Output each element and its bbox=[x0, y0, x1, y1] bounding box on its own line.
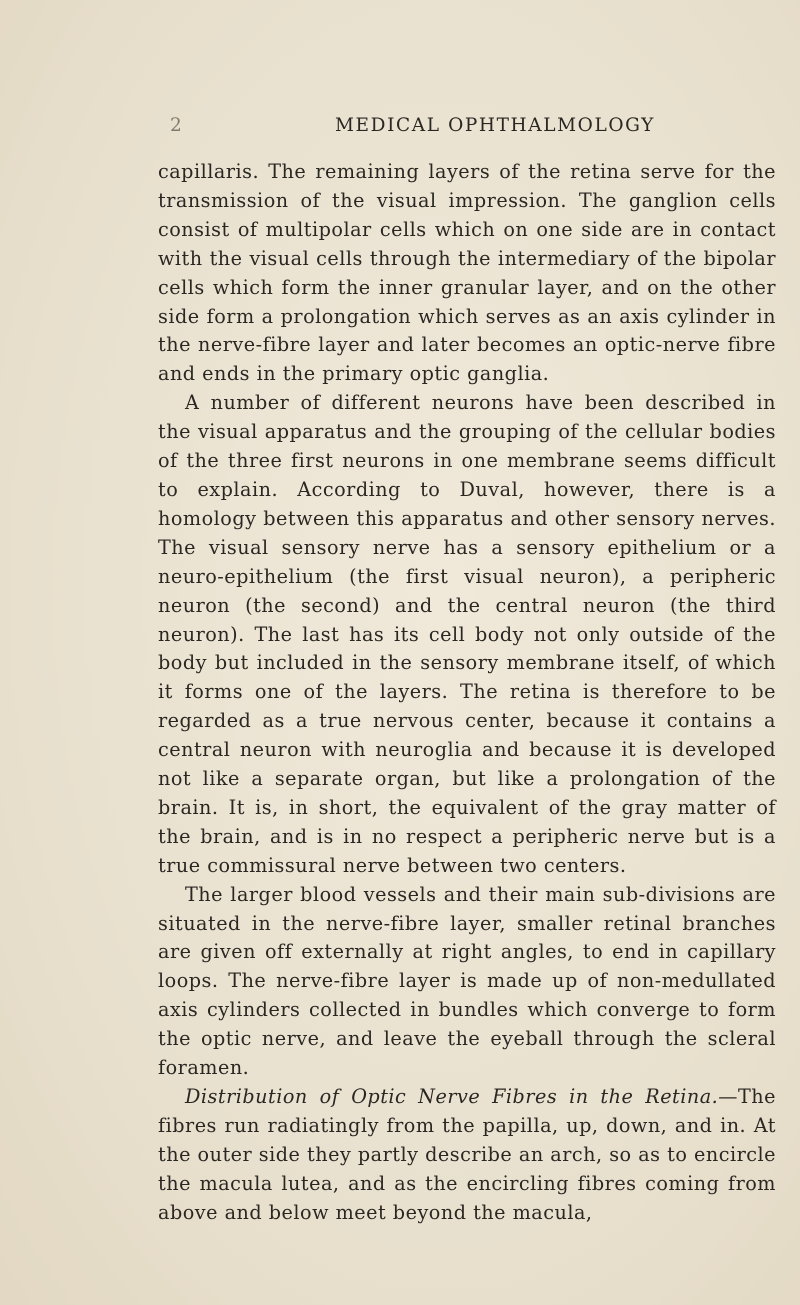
paragraph-3: The larger blood vessels and their main sub-divisions are situated in the nerve-fibre layer, smaller retinal branches are given off externally at right angles, to end in capillary loops. The nerve-fibre layer is made up of non-medullated axis cylinders collected in bundles which converge to form the optic nerve, and leave the eyeball through the scleral foramen. bbox=[158, 882, 776, 1080]
paragraph-4 bbox=[158, 1083, 776, 1228]
paragraph-4-text: —The fibres run radiatingly from the papilla, up, down, and in. At the outer side they partly describe an arch, so as to encircle the macula lutea, and as the encircling fibres coming from above and below meet beyond the macula, bbox=[158, 1085, 776, 1224]
page-header bbox=[170, 115, 770, 145]
paragraph-2: A number of different neurons have been described in the visual apparatus and the grouping of the cellular bodies of the three first neurons in one membrane seems difficult to explain. According to Duval, however, there is a homology between this apparatus and other sensory nerves. The visual sensory nerve has a sensory epithelium or a neuro-epithelium (the first visual neuron), a peripheric neuron (the second) and the central neuron (the third neuron). The last has its cell body not only outside of the body but included in the sensory membrane itself, of which it forms one of the layers. The retina is therefore to be regarded as a true nervous center, because it contains a central neuron with neuroglia and because it is developed not like a separate organ, but like a prolongation of the brain. It is, in short, the equivalent of the gray matter of the brain, and is in no respect a peripheric nerve but is a true commissural nerve between two centers. bbox=[158, 391, 776, 877]
body-text bbox=[158, 158, 776, 1228]
page-number: 2 bbox=[170, 115, 184, 136]
section-heading: Distribution of Optic Nerve Fibres in the Retina. bbox=[185, 1085, 719, 1108]
paragraph-1: capillaris. The remaining layers of the retina serve for the transmission of the visual impression. The ganglion cells consist of multipolar cells which on one side are in contact with the visual cells through the intermediary of the bipolar cells which form the inner granular layer, and on the other side form a prolongation which serves as an axis cylinder in the nerve-fibre layer and later becomes an optic-nerve fibre and ends in the primary optic ganglia. bbox=[158, 160, 776, 386]
running-title: MEDICAL OPHTHALMOLOGY bbox=[335, 115, 655, 136]
